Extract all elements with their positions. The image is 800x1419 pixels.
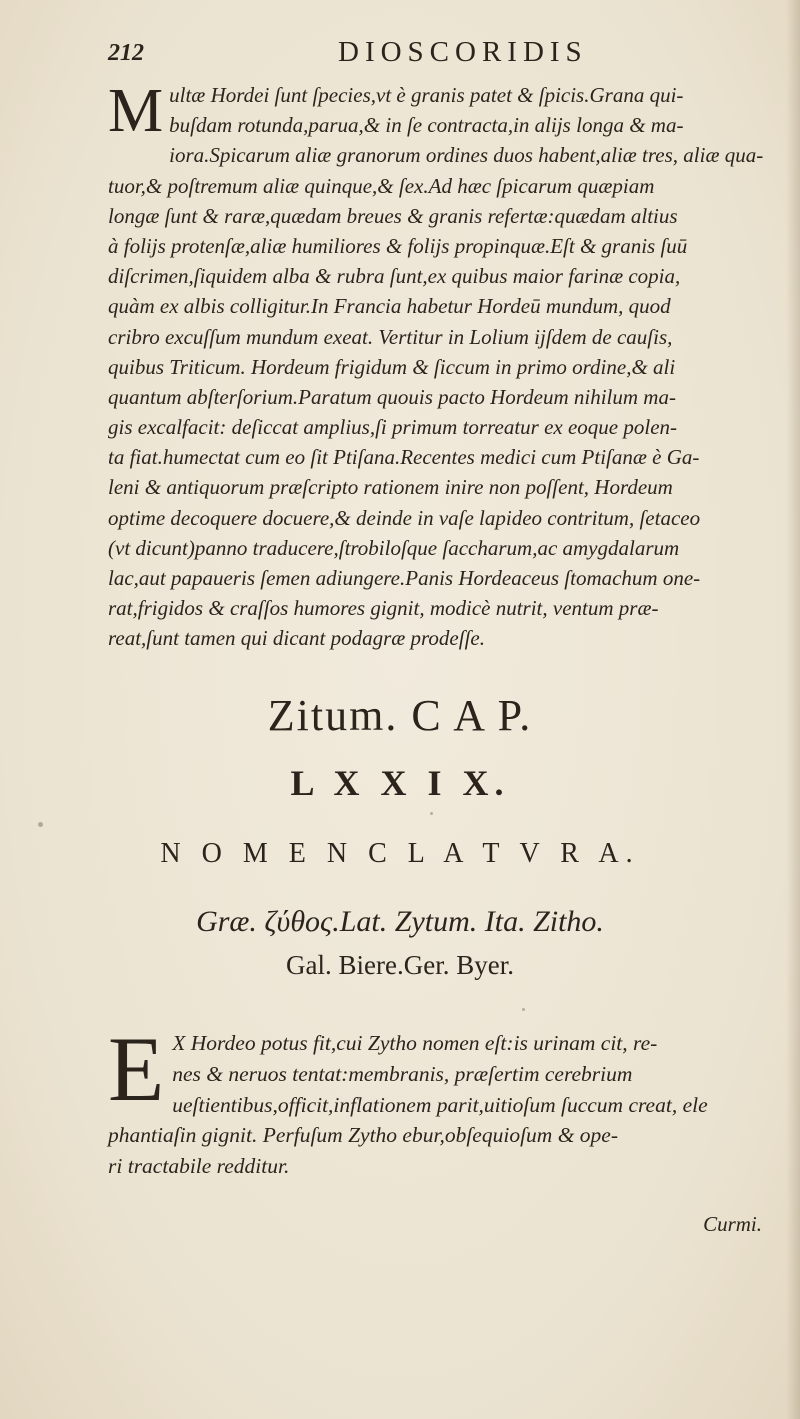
text-line: ultæ Hordei ſunt ſpecies,vt è granis patet & ſpicis.Grana qui- <box>169 83 684 107</box>
text-line: optime decoquere docuere,& deinde in vaſe lapideo contritum, ſetaceo <box>108 505 701 530</box>
text-line: quàm ex albis colligitur.In Francia habetur Hordeū mundum, quod <box>108 294 671 319</box>
chapter-title: Zitum. C A P. <box>267 691 533 740</box>
text-line: cribro excuſſum mundum exeat. Vertitur in Lolium ijſdem de cauſis, <box>108 324 673 349</box>
text-line: quantum abſterſorium.Paratum quouis pacto Hordeum nihilum ma- <box>108 384 676 409</box>
dropcap: M <box>108 77 164 145</box>
text-line: iora.Spicarum aliæ granorum ordines duos habent,aliæ tres, aliæ qua- <box>169 143 764 168</box>
text-line: longæ ſunt & raræ,quædam breues & granis refertæ:quædam altius <box>108 203 678 228</box>
text-line: ueſtientibus,officit,inflationem parit,uitioſum ſuccum creat, ele <box>172 1092 708 1117</box>
text-line: buſdam rotunda,parua,& in ſe contracta,in alijs longa & ma- <box>169 113 684 138</box>
nomenclature-line: Gal. Biere.Ger. Byer. <box>286 950 514 980</box>
paragraph-hordeum <box>108 77 798 654</box>
text-line: rat,frigidos & craſſos humores gignit, modicè nutrit, ventum præ- <box>108 596 659 621</box>
nomenclature-line: Græ. ζύθος.Lat. Zytum. Ita. Zitho. <box>196 905 604 938</box>
text-line: gis excalfacit: deſiccat amplius,ſi primum torreatur ex eoque polen- <box>108 415 678 440</box>
text-line: reat,ſunt tamen qui dicant podagræ prodeſſe. <box>108 626 485 651</box>
paper-speck <box>522 1008 525 1011</box>
text-line: diſcrimen,ſiquidem alba & rubra ſunt,ex quibus maior farinæ copia, <box>108 264 681 289</box>
chapter-number: L X X I X. <box>290 763 510 803</box>
paragraph-zitum <box>108 1018 798 1182</box>
dropcap: E <box>108 1018 165 1120</box>
text-line: ta fiat.humectat cum eo ſit Ptiſana.Recentes medici cum Ptiſanæ è Ga- <box>108 445 700 470</box>
page-number: 212 <box>108 40 144 66</box>
text-line: tuor,& poſtremum aliæ quinque,& ſex.Ad hæc ſpicarum quæpiam <box>108 173 655 198</box>
text-line: quibus Triticum. Hordeum frigidum & ſiccum in primo ordine,& ali <box>108 354 676 379</box>
text-line: à folijs protenſæ,aliæ humiliores & folijs propinquæ.Eſt & granis ſuū <box>108 233 688 258</box>
text-line: leni & antiquorum præſcripto rationem inire non poſſent, Hordeum <box>108 475 673 500</box>
text-line: phantiaſin gignit. Perfuſum Zytho ebur,obſequioſum & ope- <box>108 1123 618 1148</box>
text-line: nes & neruos tentat:membranis, præſertim cerebrium <box>172 1061 633 1086</box>
catchword: Curmi. <box>703 1212 762 1236</box>
text-line: (vt dicunt)panno traducere,ſtrobiloſque ſaccharum,ac amygdalarum <box>108 535 680 560</box>
page-header <box>108 36 708 76</box>
paper-speck <box>38 822 43 827</box>
text-line: lac,aut papaueris ſemen adiungere.Panis Hordeaceus ſtomachum one- <box>108 566 701 590</box>
text-line: X Hordeo potus fit,cui Zytho nomen eſt:is urinam cit, re- <box>172 1031 658 1055</box>
section-title: N O M E N C L A T V R A. <box>160 838 640 869</box>
paper-speck <box>430 812 433 815</box>
running-head: DIOSCORIDIS <box>338 36 588 68</box>
text-line: ri tractabile redditur. <box>108 1154 290 1179</box>
